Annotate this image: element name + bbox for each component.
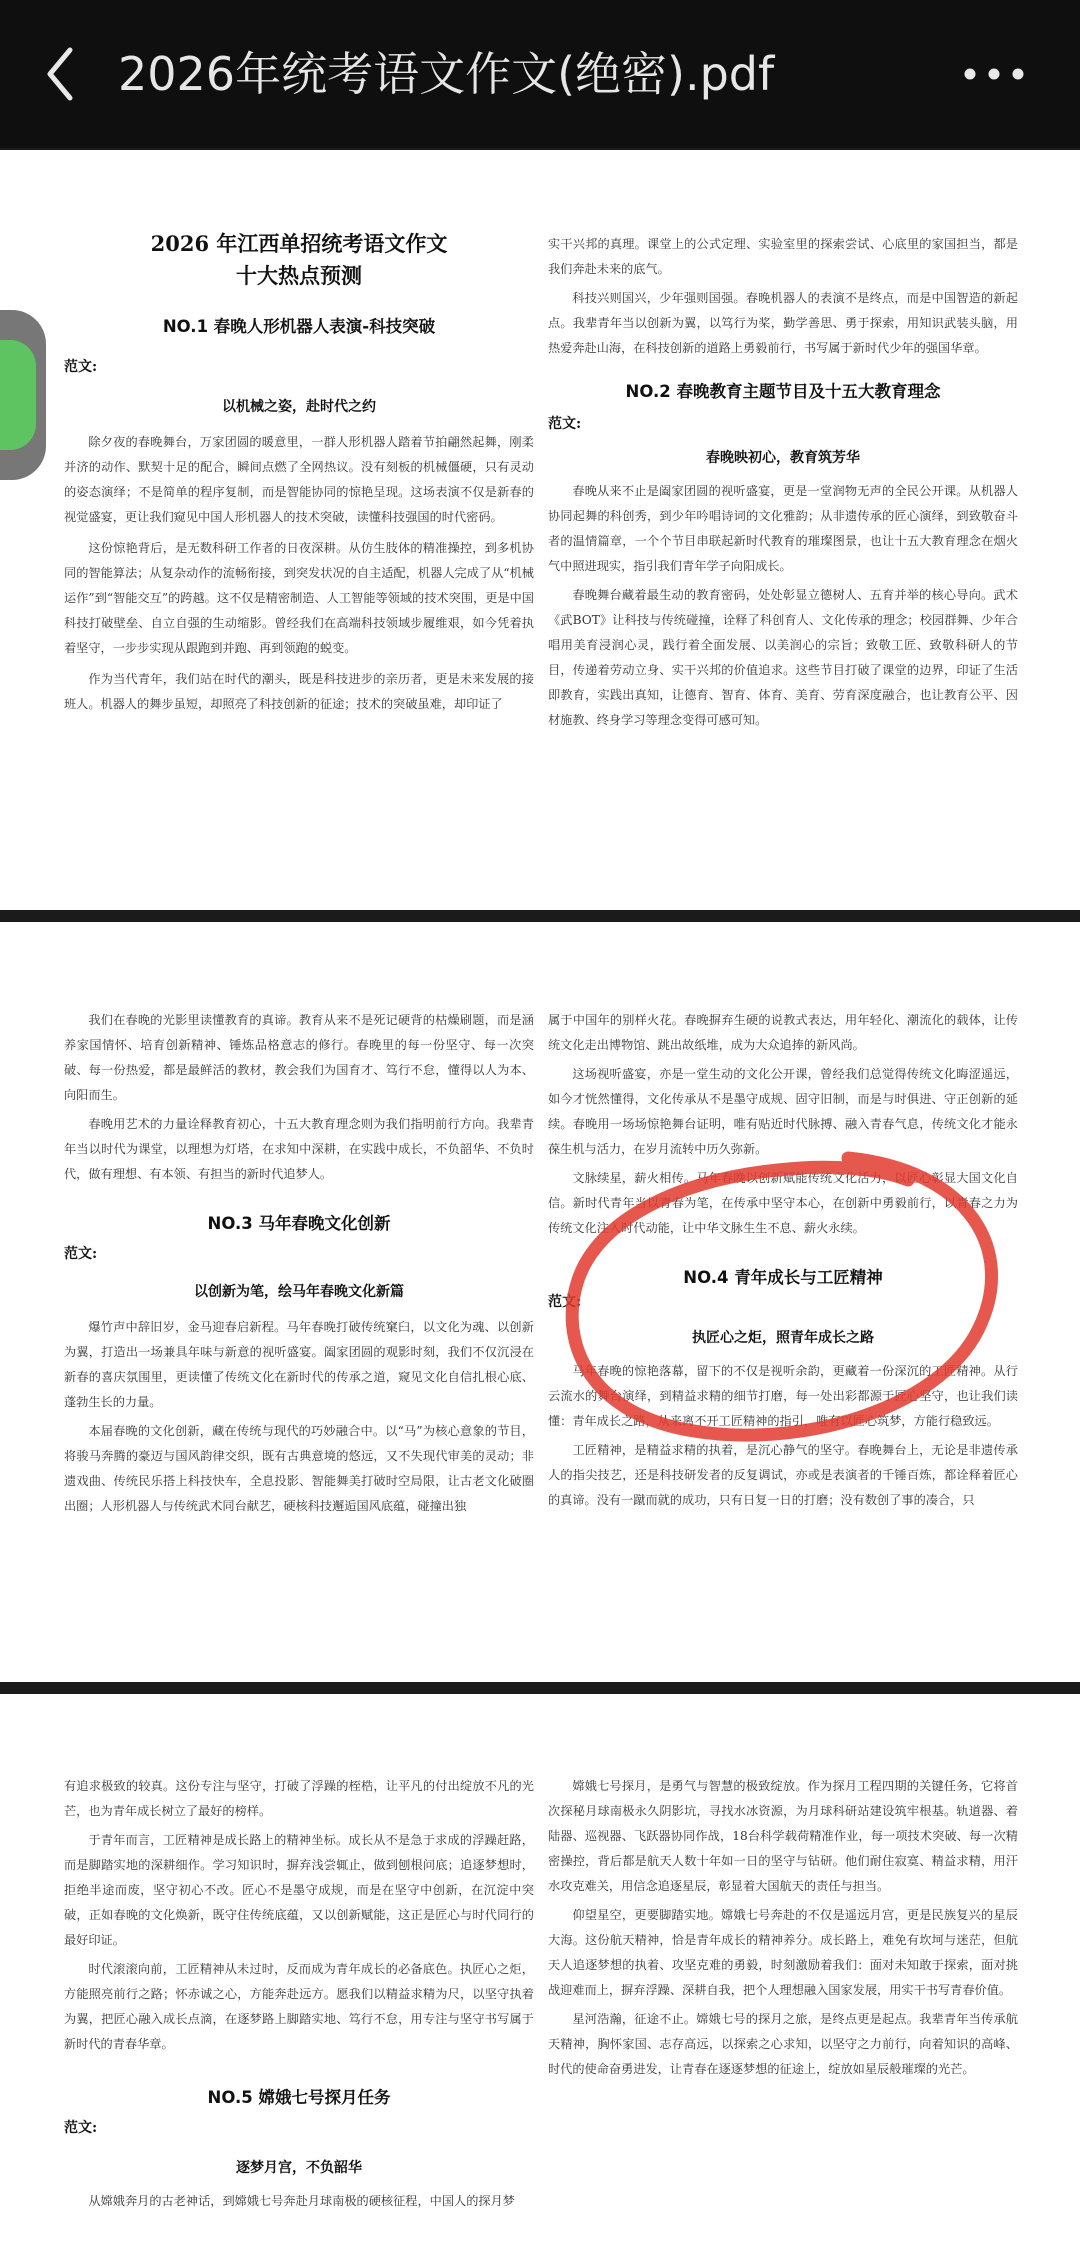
essay-title-5: 逐梦月宫，不负韶华 (236, 2160, 362, 2176)
fanwen-label: 范文: (64, 359, 98, 375)
fanwen-label: 范文: (64, 2120, 98, 2136)
fanwen-label: 范文: (548, 416, 582, 432)
paragraph: 春晚用艺术的力量诠释教育初心，十五大教育理念则为我们指明前行方向。我辈青年当以时代为课堂，以理想为灯塔，在求知中深耕，在实践中成长，不负韶华、不负时代，做有理想、有本领、有担当的新时代追梦人。 (64, 1117, 534, 1181)
page1-left-column (64, 228, 534, 717)
paragraph: 这场视听盛宴，亦是一堂生动的文化公开课，曾经我们总觉得传统文化晦涩遥远，如今才恍然懂得，文化传承从不是墨守成规、固守旧制，而是与时俱进、守正创新的延续。春晚用一场场惊艳舞台证明，唯有贴近时代脉搏、融入青春气息，传统文化才能永葆生机与活力，在岁月流转中历久弥新。 (548, 1067, 1018, 1156)
paragraph: 我们在春晚的光影里读懂教育的真谛。教育从来不是死记硬背的枯燥刷题，而是涵养家国情怀、培育创新精神、锤炼品格意志的修行。春晚里的每一份坚守、每一次突破、每一份热爱，都是最鲜活的教材，教会我们为国育才、笃行不怠，懂得以人为本、向阳而生。 (64, 1013, 534, 1102)
paragraph: 除夕夜的春晚舞台，万家团圆的暖意里，一群人形机器人踏着节拍翩然起舞，刚柔并济的动作、默契十足的配合，瞬间点燃了全网热议。没有刻板的机械僵硬，只有灵动的姿态演绎；不是简单的程序复制，而是智能协同的惊艳呈现。这场表演不仅是新春的视觉盛宴，更让我们窥见中国人形机器人的技术突破，读懂科技强国的时代密码。 (64, 435, 534, 524)
pdf-page-3 (0, 1694, 1080, 2260)
paragraph: 有追求极致的较真。这份专注与坚守，打破了浮躁的桎梏，让平凡的付出绽放不凡的光芒，也为青年成长树立了最好的榜样。 (64, 1779, 534, 1818)
paragraph: 嫦娥七号探月，是勇气与智慧的极致绽放。作为探月工程四期的关键任务，它将首次探秘月球南极永久阴影坑，寻找水冰资源，为月球科研站建设筑牢根基。轨道器、着陆器、巡视器、飞跃器协同作战，18台科学载荷精准作业，每一项技术突破、每一次精密操控，背后都是航天人数十年如一日的坚守与钻研。他们耐住寂寞、精益求精，用汗水攻克难关，用信念追逐星辰，彰显着大国航天的责任与担当。 (548, 1779, 1018, 1893)
page3-right-column (548, 1774, 1018, 2082)
pdf-page-1 (0, 150, 1080, 910)
essay-title-1: 以机械之姿，赴时代之约 (222, 399, 376, 415)
page3-left-column (64, 1774, 534, 2214)
paragraph: 这份惊艳背后，是无数科研工作者的日夜深耕。从仿生肢体的精准操控，到多机协同的智能算法；从复杂动作的流畅衔接，到突发状况的自主适配，机器人完成了从“机械运作”到“智能交互”的跨越。这不仅是精密制造、人工智能等领域的技术突围，更是中国科技打破壁垒、自立自强的生动缩影。曾经我们在高端科技领域步履维艰，如今凭着执着坚守，一步步实现从跟跑到并跑、再到领跑的蜕变。 (64, 541, 534, 655)
section-heading-no3: NO.3 马年春晚文化创新 (207, 1214, 391, 1233)
document-subtitle: 十大热点预测 (236, 263, 362, 288)
paragraph: 星河浩瀚，征途不止。嫦娥七号的探月之旅，是终点更是起点。我辈青年当传承航天精神，胸怀家国、志存高远，以探索之心求知，以坚守之力前行，向着知识的高峰、时代的使命奋勇进发，让青春在逐逐梦想的征途上，绽放如星辰般璀璨的光芒。 (548, 2012, 1018, 2076)
section-heading-no5: NO.5 嫦娥七号探月任务 (207, 2088, 391, 2107)
section-heading-no2: NO.2 春晚教育主题节目及十五大教育理念 (625, 382, 941, 401)
paragraph: 爆竹声中辞旧岁，金马迎春启新程。马年春晚打破传统窠臼，以文化为魂、以创新为翼，打造出一场兼具年味与新意的视听盛宴。阖家团圆的观影时刻，我们不仅沉浸在新春的喜庆氛围里，更读懂了传统文化在新时代的传承之道，窥见文化自信扎根心底、蓬勃生长的力量。 (64, 1320, 534, 1409)
paragraph: 本届春晚的文化创新，藏在传统与现代的巧妙融合中。以“马”为核心意象的节目，将骏马奔腾的豪迈与国风韵律交织，既有古典意境的悠远，又不失现代审美的灵动；非遗戏曲、传统民乐搭上科技快车，全息投影、智能舞美打破时空局限，让古老文化破圈出圈；人形机器人与传统武术同台献艺，硬核科技邂逅国风底蕴，碰撞出独 (64, 1424, 534, 1513)
section-heading-no4: NO.4 青年成长与工匠精神 (683, 1268, 883, 1287)
paragraph: 文脉续星，薪火相传。马年春晚以创新赋能传统文化活力，以匠心彰显大国文化自信。新时代青年当以青春为笔，在传承中坚守本心，在创新中勇毅前行，以青春之力为传统文化注入时代动能，让中华文脉生生不息、薪火永续。 (548, 1171, 1018, 1235)
paragraph: 实干兴邦的真理。课堂上的公式定理、实验室里的探索尝试、心底里的家国担当，都是我们奔赴未来的底气。 (548, 237, 1018, 276)
essay-title-2: 春晚映初心，教育筑芳华 (706, 450, 860, 466)
floating-app-bubble[interactable] (0, 310, 46, 480)
pdf-page-2 (0, 922, 1080, 1682)
paragraph: 仰望星空，更要脚踏实地。嫦娥七号奔赴的不仅是遥远月宫，更是民族复兴的星辰大海。这份航天精神，恰是青年成长的精神养分。成长路上，难免有坎坷与迷茫，但航天人追逐梦想的执着、攻坚克难的勇毅，时刻激励着我们：面对未知敢于探索，面对挑战迎难而上，摒弃浮躁、深耕自我，把个人理想融入国家发展，用实干书写青春价值。 (548, 1908, 1018, 1997)
more-options-icon[interactable] (960, 56, 1030, 92)
chat-app-icon (0, 340, 36, 450)
paragraph: 工匠精神，是精益求精的执着，是沉心静气的坚守。春晚舞台上，无论是非遗传承人的指尖技艺，还是科技研发者的反复调试，亦或是表演者的千锤百炼，都诠释着匠心的真谛。没有一蹴而就的成功，只有日复一日的打磨；没有数创了事的凑合，只 (548, 1443, 1018, 1507)
section-heading-no1: NO.1 春晚人形机器人表演-科技突破 (162, 317, 436, 336)
essay-title-3: 以创新为笔，绘马年春晚文化新篇 (194, 1284, 404, 1300)
top-app-bar (0, 0, 1080, 148)
paragraph: 于青年而言，工匠精神是成长路上的精神坐标。成长从不是急于求成的浮躁赶路，而是脚踏实地的深耕细作。学习知识时，摒弃浅尝辄止，做到刨根问底；追逐梦想时，拒绝半途而废，坚守初心不改。匠心不是墨守成规，而是在坚守中创新，在沉淀中突破，正如春晚的文化焕新，既守住传统底蕴，又以创新赋能，这正是匠心与时代同行的最好印证。 (64, 1833, 534, 1947)
document-main-title: 2026 年江西单招统考语文作文 (150, 231, 448, 256)
paragraph: 马年春晚的惊艳落幕，留下的不仅是视听余韵，更藏着一份深沉的工匠精神。从行云流水的舞台演绎，到精益求精的细节打磨，每一处出彩都源于匠心坚守，也让我们读懂：青年成长之路，从来离不开工匠精神的指引，唯有以匠心筑梦，方能行稳致远。 (548, 1364, 1018, 1428)
page2-right-column (548, 1008, 1018, 1513)
paragraph: 春晚舞台藏着最生动的教育密码，处处彰显立德树人、五育并举的核心导向。武术《武BOT》让科技与传统碰撞，诠释了科创育人、文化传承的理念；校园群舞、少年合唱用美育浸润心灵，践行着全面发展、以美润心的宗旨；致敬工匠、致敬科研人的节目，传递着劳动立身、实干兴邦的价值追求。这些节目打破了课堂的边界，印证了生活即教育，实践出真知，让德育、智育、体育、美育、劳育深度融合，也让教育公平、因材施教、终身学习等理念变得可感可知。 (548, 588, 1018, 727)
page2-left-column (64, 1008, 534, 1519)
essay-title-4: 执匠心之炬，照青年成长之路 (692, 1330, 874, 1346)
back-chevron-icon[interactable] (38, 44, 86, 104)
paragraph: 属于中国年的别样火花。春晚摒弃生硬的说教式表达，用年轻化、潮流化的载体，让传统文化走出博物馆、跳出故纸堆，成为大众追捧的新风尚。 (548, 1013, 1018, 1052)
fanwen-label: 范文: (548, 1294, 582, 1310)
paragraph: 春晚从来不止是阖家团圆的视听盛宴，更是一堂润物无声的全民公开课。从机器人协同起舞的科创秀，到少年吟唱诗词的文化雅韵；从非遗传承的匠心演绎，到致敬奋斗者的温情篇章，一个个节目串联起新时代教育的璀璨图景，也让十五大教育理念在烟火气中照进现实，指引我们青年学子向阳成长。 (548, 484, 1018, 573)
page1-right-column (548, 232, 1018, 733)
paragraph: 作为当代青年，我们站在时代的潮头，既是科技进步的亲历者，更是未来发展的接班人。机器人的舞步虽短，却照亮了科技创新的征途；技术的突破虽难，却印证了 (64, 672, 534, 711)
document-title: 2026年统考语文作文(绝密).pdf (118, 47, 775, 101)
paragraph: 科技兴则国兴，少年强则国强。春晚机器人的表演不是终点，而是中国智造的新起点。我辈青年当以创新为翼，以笃行为桨，勤学善思、勇于探索，用知识武装头脑，用热爱奔赴山海，在科技创新的道路上勇毅前行，书写属于新时代少年的强国华章。 (548, 291, 1018, 355)
paragraph: 时代滚滚向前，工匠精神从未过时，反而成为青年成长的必备底色。执匠心之炬，方能照亮前行之路；怀赤诚之心，方能奔赴远方。愿我们以精益求精为尺，以坚守执着为翼，把匠心融入成长点滴，在逐梦路上脚踏实地、笃行不怠，用专注与坚守书写属于新时代的青春华章。 (64, 1962, 534, 2051)
fanwen-label: 范文: (64, 1246, 98, 1262)
paragraph: 从嫦娥奔月的古老神话，到嫦娥七号奔赴月球南极的硬核征程，中国人的探月梦 (88, 2194, 515, 2208)
